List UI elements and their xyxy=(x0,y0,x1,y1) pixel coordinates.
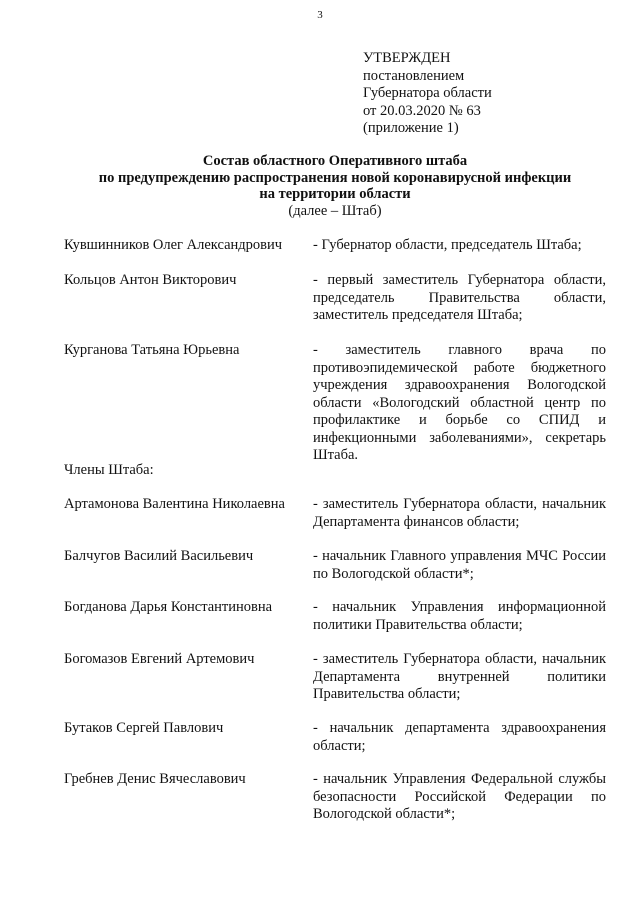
person-role: - начальник департамента здравоохранения области; xyxy=(313,720,606,754)
person-name: Кольцов Антон Викторович xyxy=(64,272,237,288)
person-role: - начальник Управления информационной политики Правительства области; xyxy=(313,599,606,633)
person-role: - заместитель главного врача по противоэпидемической работе бюджетного учреждения здравоохранения Вологодской области «Вологодский областной центр по профилактике и борьбе со СПИД и инфекционными заболеваниями», секретарь Штаба. xyxy=(313,342,606,463)
approval-line: УТВЕРЖДЕН xyxy=(363,50,451,66)
title-line: по предупреждению распространения новой коронавирусной инфекции xyxy=(98,169,572,186)
approval-line: Губернатора области xyxy=(363,85,492,101)
title-line: Состав областного Оперативного штаба xyxy=(202,153,468,169)
person-name: Богомазов Евгений Артемович xyxy=(64,651,255,667)
document-title xyxy=(0,153,640,219)
approval-line: постановлением xyxy=(363,67,465,84)
page-number: 3 xyxy=(317,9,323,21)
person-role: - Губернатор области, председатель Штаба; xyxy=(313,237,582,253)
person-name: Курганова Татьяна Юрьевна xyxy=(64,342,240,358)
person-name: Бутаков Сергей Павлович xyxy=(64,720,224,736)
approval-line: от 20.03.2020 № 63 xyxy=(363,102,481,119)
person-name: Кувшинников Олег Александрович xyxy=(64,237,283,253)
person-role: - начальник Главного управления МЧС России по Вологодской области*; xyxy=(313,548,606,582)
person-name: Богданова Дарья Константиновна xyxy=(64,599,273,615)
title-line: на территории области xyxy=(259,186,411,202)
person-role: - заместитель Губернатора области, начальник Департамента внутренней политики Правительства области; xyxy=(313,651,606,702)
title-note: (далее – Штаб) xyxy=(288,202,382,219)
approval-stamp xyxy=(363,50,492,138)
person-role: - заместитель Губернатора области, начальник Департамента финансов области; xyxy=(313,496,606,530)
approval-line: (приложение 1) xyxy=(363,120,459,136)
person-name: Артамонова Валентина Николаевна xyxy=(64,496,285,512)
members-heading: Члены Штаба: xyxy=(64,462,154,478)
person-role: - начальник Управления Федеральной службы безопасности Российской Федерации по Вологодской области*; xyxy=(313,771,606,822)
person-name: Гребнев Денис Вячеславович xyxy=(64,771,246,787)
person-role: - первый заместитель Губернатора области, председатель Правительства области, заместитель председателя Штаба; xyxy=(313,272,606,323)
person-name: Балчугов Василий Васильевич xyxy=(64,548,254,564)
